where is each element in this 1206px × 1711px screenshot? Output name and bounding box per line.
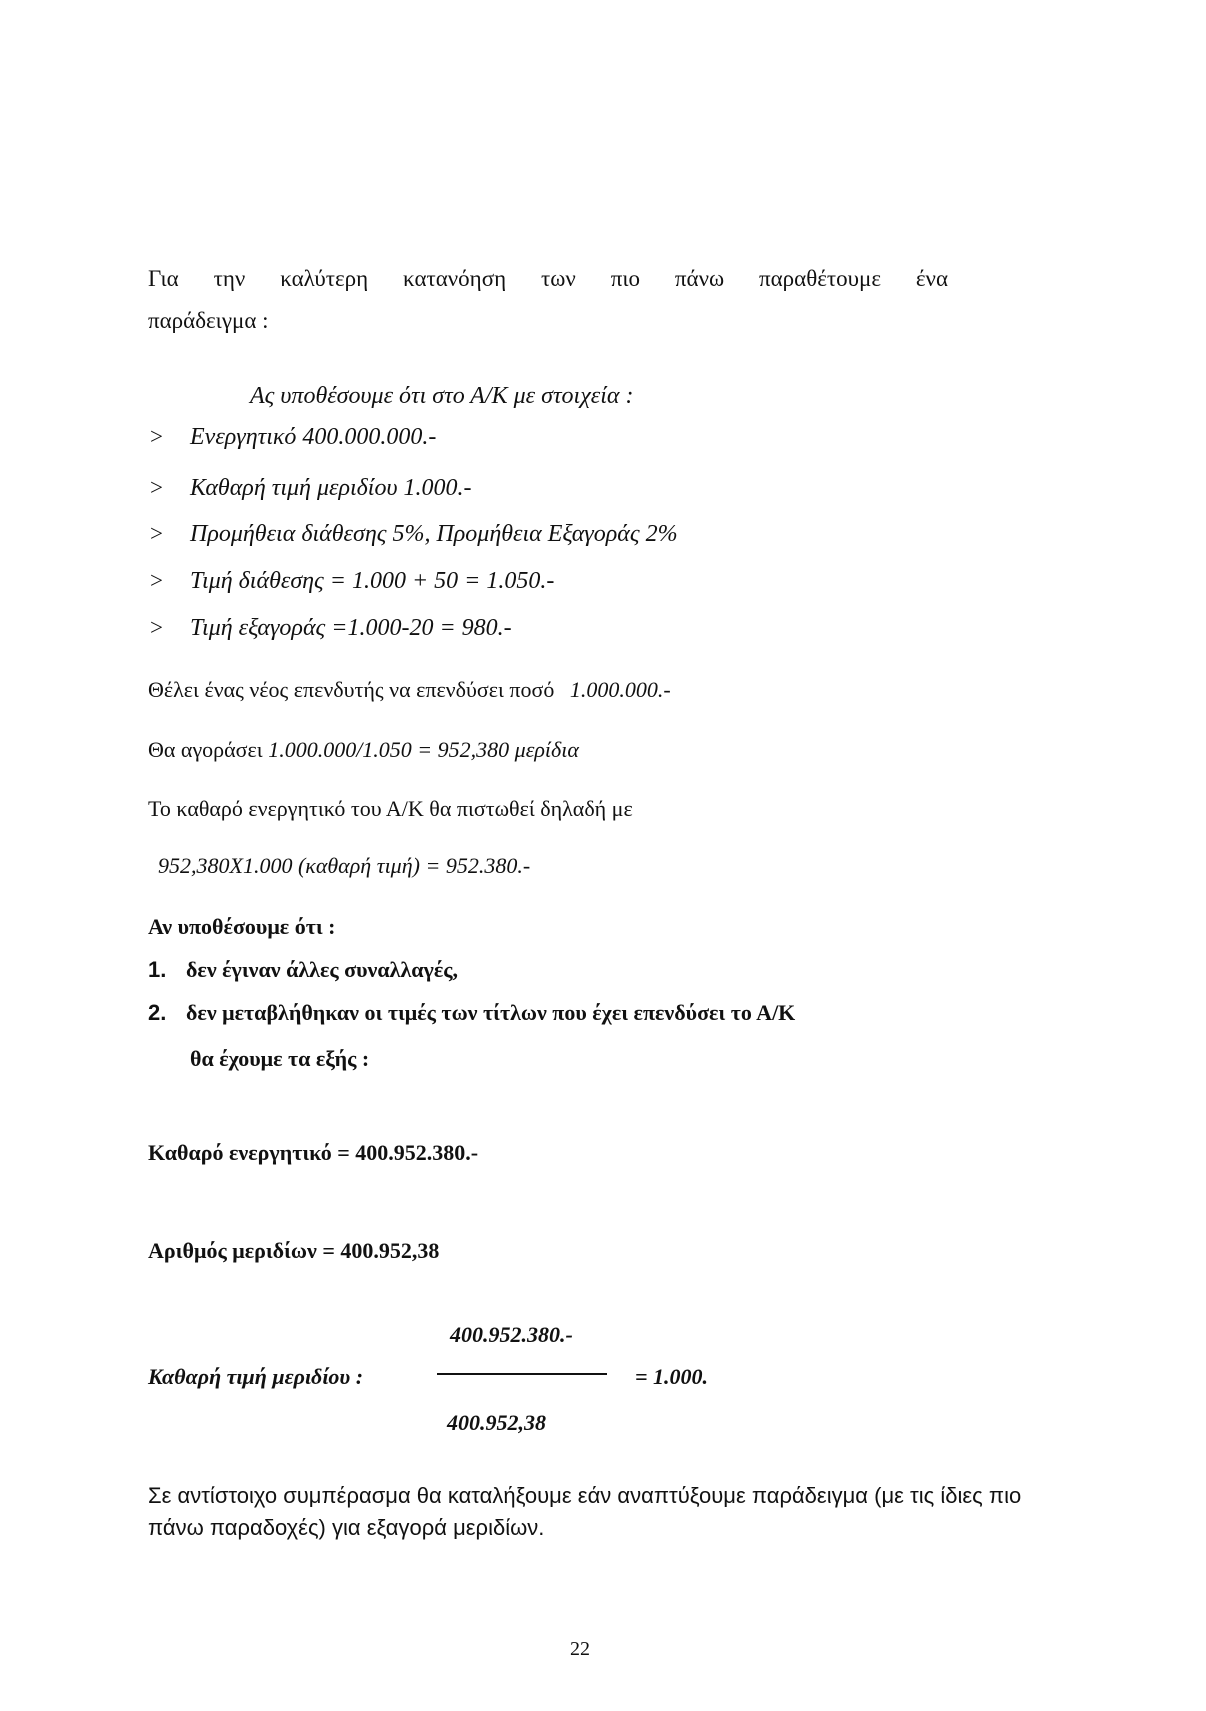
page-number: 22	[570, 1638, 590, 1660]
bullet-item	[150, 568, 554, 595]
bullet-text: Προμήθεια διάθεσης 5%, Προμήθεια Εξαγοράς 2%	[190, 521, 678, 547]
net-assets-result: Καθαρό ενεργητικό = 400.952.380.-	[148, 1140, 479, 1165]
bullet-marker: >	[150, 475, 163, 500]
net-assets-statement: Το καθαρό ενεργητικό του Α/Κ θα πιστωθεί δηλαδή με	[148, 796, 633, 821]
conditions-result: θα έχουμε τα εξής :	[190, 1046, 370, 1071]
bullet-item	[150, 424, 436, 451]
conditions-heading: Αν υποθέσουμε ότι :	[148, 914, 336, 939]
condition-number: 2.	[148, 1000, 167, 1025]
nav-denominator: 400.952,38	[447, 1410, 546, 1435]
intro-line-1: Για την καλύτερη κατανόηση των πιο πάνω παραθέτουμε ένα	[148, 266, 948, 291]
fraction-line	[437, 1373, 607, 1375]
bullet-text: Ενεργητικό 400.000.000.-	[190, 424, 437, 450]
purchase-line	[148, 737, 579, 763]
condition-item	[148, 1000, 795, 1026]
units-result: Αριθμός μεριδίων = 400.952,38	[148, 1238, 440, 1263]
condition-item	[148, 957, 458, 983]
bullet-text: Τιμή εξαγοράς =1.000-20 = 980.-	[190, 615, 512, 641]
condition-number: 1.	[148, 957, 167, 982]
bullet-item	[150, 475, 471, 502]
intro-line-2: παράδειγμα :	[148, 308, 269, 333]
bullet-marker: >	[150, 615, 163, 640]
nav-numerator: 400.952.380.-	[450, 1322, 573, 1347]
condition-text: δεν έγιναν άλλες συναλλαγές,	[186, 957, 459, 982]
closing-paragraph: Σε αντίστοιχο συμπέρασμα θα καταλήξουμε εάν αναπτύξουμε παράδειγμα (με τις ίδιες πιο πάνω παραδοχές) για εξαγορά μεριδίων.	[148, 1483, 1022, 1540]
condition-text: δεν μεταβλήθηκαν οι τιμές των τίτλων που έχει επενδύσει το Α/Κ	[186, 1000, 796, 1025]
nav-result: = 1.000.	[635, 1364, 709, 1389]
intro-paragraph	[148, 258, 948, 342]
investor-line	[148, 677, 671, 703]
purchase-prefix: Θα αγοράσει	[148, 737, 263, 762]
investor-prefix: Θέλει ένας νέος επενδυτής να επενδύσει ποσό	[148, 677, 555, 702]
assumption-heading: Ας υποθέσουμε ότι στο Α/Κ με στοιχεία :	[250, 383, 634, 409]
bullet-marker: >	[150, 424, 163, 449]
bullet-item	[150, 615, 512, 642]
bullet-item	[150, 521, 678, 548]
net-assets-formula: 952,380Χ1.000 (καθαρή τιμή) = 952.380.-	[158, 853, 531, 878]
bullet-marker: >	[150, 521, 163, 546]
nav-label: Καθαρή τιμή μεριδίου :	[148, 1364, 364, 1389]
bullet-marker: >	[150, 568, 163, 593]
investor-amount: 1.000.000.-	[569, 677, 671, 702]
purchase-formula: 1.000.000/1.050 = 952,380 μερίδια	[268, 737, 579, 762]
bullet-text: Καθαρή τιμή μεριδίου 1.000.-	[190, 475, 472, 501]
bullet-text: Τιμή διάθεσης = 1.000 + 50 = 1.050.-	[190, 568, 555, 594]
